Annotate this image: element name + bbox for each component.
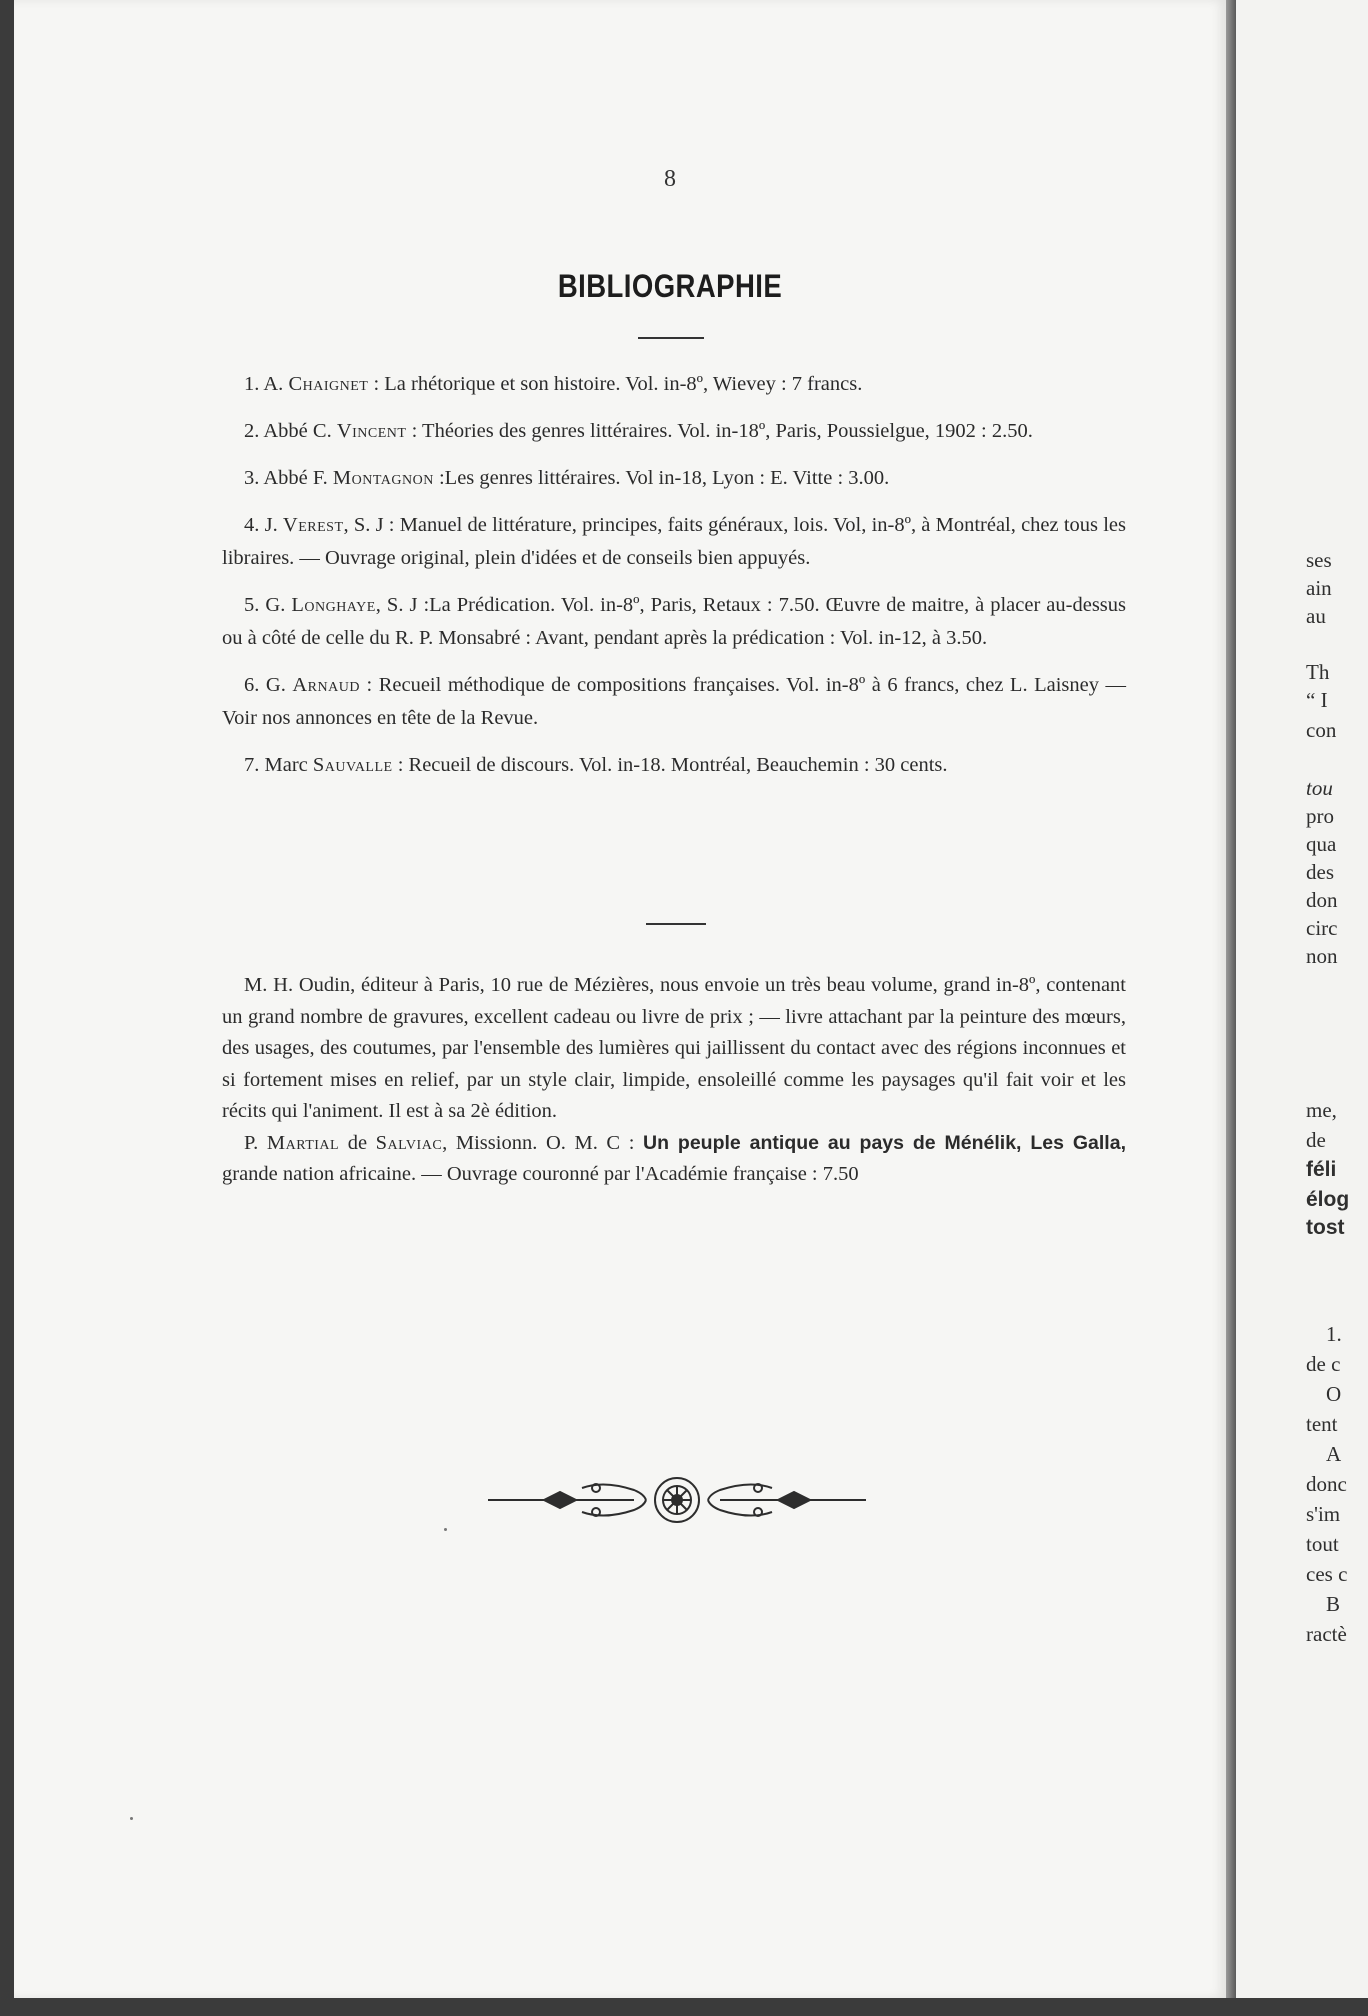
bibliography-entry: 6. G. Arnaud : Recueil méthodique de compositions françaises. Vol. in-8º à 6 francs, chez L. Laisney — Voir nos annonces en tête de la Revue.: [222, 674, 1127, 729]
book-title: Un peuple antique au pays de Ménélik, Les Galla,: [643, 1131, 1126, 1154]
note-paragraph: M. H. Oudin, éditeur à Paris, 10 rue de Mézières, nous envoie un très beau volume, grand in-8º, contenant un grand nombre de gravures, excellent cadeau ou livre de prix ; — livre attachant par la peinture des mœurs, des usages, des coutumes, par l'ensemble des lumières qui jaillissent du contact avec des régions inconnues et si fortement mises en relief, par un style clair, limpide, ensoleillé comme les paysages qu'il fait voir et les récits qui l'animent. Il est à sa 2è édition.: [222, 974, 1126, 1122]
author-name: Montagnon: [332, 467, 434, 489]
facing-page-text: ses ain au Th “ I con tou pro qua des don circ non me, de féli élog tost 1. de c O tent A donc s'im tout ces c B ractè: [1306, 548, 1350, 1646]
note-paragraph: P. Martial de Salviac, Missionn. O. M. C : Un peuple antique au pays de Ménélik, Les Galla, grande nation africaine. — Ouvrage couronné par l'Académie française : 7.50: [222, 1131, 1126, 1185]
paper-speck: [130, 1817, 133, 1820]
ornament-icon: [484, 1460, 870, 1540]
bibliography-entry: 4. J. Verest, S. J : Manuel de littérature, principes, faits généraux, lois. Vol, in-8º, à Montréal, chez tous les libraires. — Ouvrage original, plein d'idées et de conseils bien appuyés.: [222, 514, 1126, 569]
bibliography-entry: 1. A. Chaignet : La rhétorique et son histoire. Vol. in-8º, Wievey : 7 francs.: [244, 373, 863, 395]
bibliography-entry: 7. Marc Sauvalle : Recueil de discours. Vol. in-18. Montréal, Beauchemin : 30 cents.: [244, 754, 948, 776]
section-divider: [646, 923, 706, 925]
book-gutter: [1226, 0, 1236, 1998]
author-name: Longhaye: [291, 594, 376, 616]
bibliography-entry: 2. Abbé C. Vincent : Théories des genres littéraires. Vol. in-18º, Paris, Poussielgue, 1902 : 2.50.: [244, 420, 1033, 442]
bibliography-entry: 3. Abbé F. Montagnon :Les genres littéraires. Vol in-18, Lyon : E. Vitte : 3.00.: [244, 467, 890, 489]
facing-page: [1236, 0, 1368, 1998]
author-name: Chaignet: [288, 373, 369, 395]
author-name: Sauvalle: [312, 754, 393, 776]
author-name: Verest: [282, 514, 344, 536]
title-divider: [638, 337, 704, 339]
author-name: Vincent: [336, 420, 407, 442]
bibliography-entry: 5. G. Longhaye, S. J :La Prédication. Vol. in-8º, Paris, Retaux : 7.50. Œuvre de maitre, à placer au-dessus ou à côté de celle du R. P. Monsabré : Avant, pendant après la prédication : Vol. in-12, à 3.50.: [222, 594, 1126, 649]
left-page: [14, 0, 1226, 1998]
bibliography-list: [222, 368, 1126, 796]
page-title: BIBLIOGRAPHIE: [557, 268, 783, 304]
author-name: Arnaud: [292, 674, 360, 696]
publisher-note: [222, 970, 1126, 1191]
paper-speck: [444, 1528, 447, 1531]
page-number: 8: [664, 166, 676, 192]
